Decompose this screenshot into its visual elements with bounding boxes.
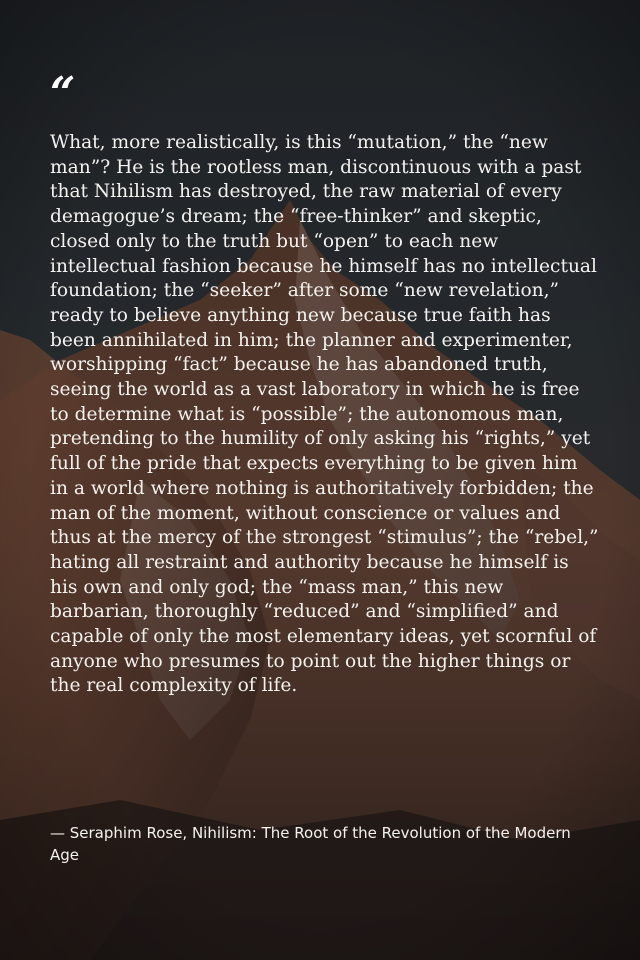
quote-text: What, more realistically, is this “mutation,” the “new man”? He is the rootless man, discontinuous with a past that Nihilism has destroyed, the raw material of every demagogue’s dream; the “free-thinker” and skeptic, closed only to the truth but “open” to each new intellectual fashion because he himself has no intellectual foundation; the “seeker” after some “new revelation,” ready to believe anything new because true faith has been annihilated in him; the planner and experimenter, worshipping “fact” because he has abandoned truth, seeing the world as a vast laboratory in which he is free to determine what is “possible”; the autonomous man, pretending to the humility of only asking his “rights,” yet full of the pride that expects everything to be given him in a world where nothing is authoritatively forbidden; the man of the moment, without conscience or values and thus at the mercy of the strongest “stimulus”; the “rebel,” hating all restraint and authority because he himself is his own and only god; the “mass man,” this new barbarian, thoroughly “reduced” and “simplified” and capable of only the most elementary ideas, yet scornful of anyone who presumes to point out the higher things or the real complexity of life.: [50, 132, 599, 697]
quote-attribution: — Seraphim Rose, Nihilism: The Root of the Revolution of the Modern Age: [50, 824, 571, 864]
quotation-mark-icon: “: [50, 68, 70, 119]
